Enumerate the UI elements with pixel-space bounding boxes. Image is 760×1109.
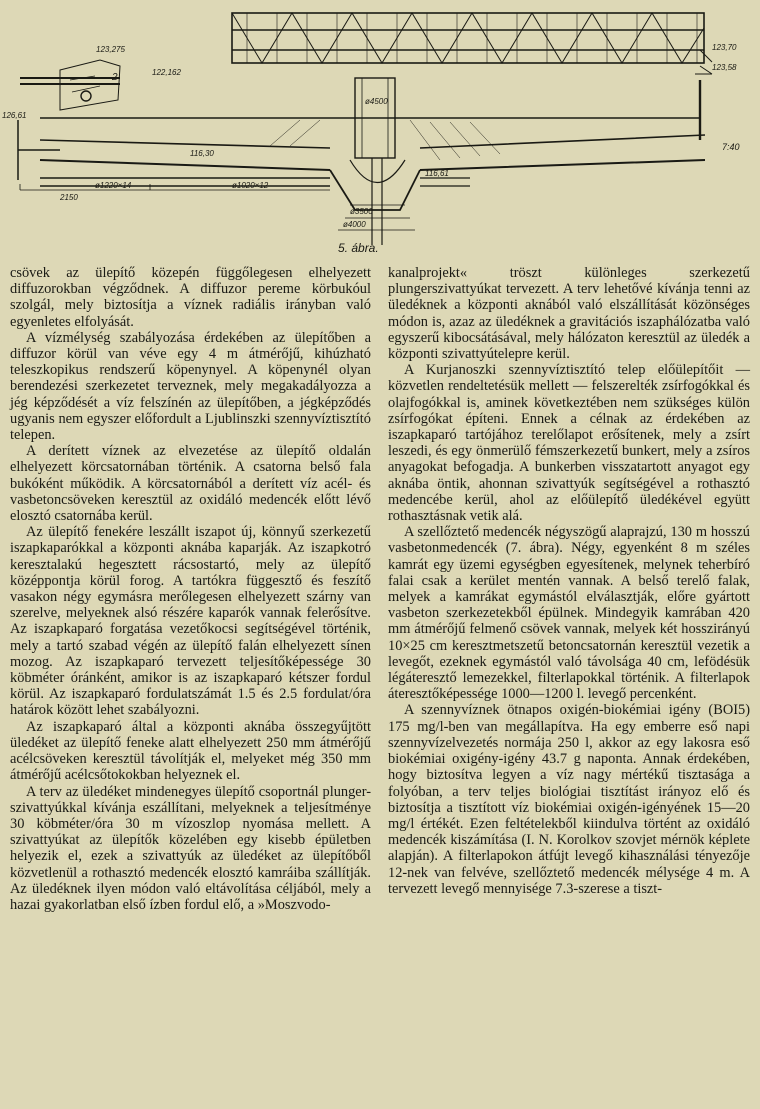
paragraph: A Kurjanoszki szennyvíztisztító telep előülepítőit — közvetlen rendeltetésük mellett — felszerelték zsírfogókkal és olajfogókkal is, aminek következtében nem szükséges külön zsírfogókat építeni. Ennek a célnak az érdekében az iszapkaparó tartójához terelőlapot erősítenek, mely a zsírt leszedi, és egy önmerülő fémszerkezetű bunkert, mely a zsíros anyagokat befogadja. A bunkerben visszatartott anyagot egy aknába öntik, ahonnan szivattyúk segítségével a rothasztó medencébe kerül, ahol az előülepítő üledékével együtt rothasztásnak vetik alá.: [388, 362, 750, 525]
dim-label: 123,70: [712, 43, 737, 52]
dim-label: ø3500: [350, 207, 373, 216]
dim-label: 2150: [60, 193, 78, 202]
paragraph: A szellőztető medencék négyszögű alaprajzú, 130 m hosszú vasbetonmedencék (7. ábra). Négy, egyenként 8 m széles kamrát egy üzemi egységben egyesítenek, melynek teherbíró falai csak a kerület mentén vannak. A belső terelő falak, melyek a kamrákat egymástól elválasztják, előre gyártott vasbeton szerkezetekből épülnek. Mindegyik kamrában 420 mm átmérőjű felmenő csövek vannak, melyek két hosszirányú 10×25 cm keresztmetszetű betoncsatornán keresztül vezetik a levegőt, ezeknek egymástól való távolsága 40 cm, lefödésük légáteresztő lemezekkel, filterlapokkal történik. A filterlapok áteresztőképessége 1000—1200 l. levegő percenként.: [388, 524, 750, 703]
paragraph: A szennyvíznek ötnapos oxigén-biokémiai igény (BOI5) 175 mg/l-ben van megállapítva. Ha egy emberre eső napi szennyvízelvezetés normája 250 l, akkor az egy lakosra eső biokémiai oxigény-igény 43.7 g naponta. Annak érdekében, hogy biztosítva legyen a víz nagy mértékű tisztasága a folyóban, a terv teljes biológiai tisztítást irányoz elő és biztosítja a tisztított víz biokémiai oxigén-igényének 15—20 mg/l értékét. Ezen feltételekből kiindulva történt az oxidáló medencék kiszámítása (I. N. Korolkov szovjet mérnök képlete alapján). A filterlapokon átfújt levegő kihasználási tényezője 12-nek van felvéve, szellőztető medencék mélysége 4 m. A tervezett levegő mennyisége 7.3-szerese a tiszt-: [388, 702, 750, 897]
right-text-column: [388, 265, 750, 897]
paragraph: A terv az üledéket mindenegyes ülepítő csoportnál plunger-szivattyúkkal kívánja eszállítani, melyeknek a teljesítménye 30 köbméter/óra 30 m vízoszlop nyomása mellett. A szivattyúkat az ülepítők közelében egy kisebb épületben helyezik el, ezek a szivattyúk az üledéket az ülepítőből közvetlenül a rothasztó medencék elosztó kamráiba szállítják. Az üledéknek ilyen módon való eltávolítása céljából, mely a hazai gyakorlatban első ízben fordul elő, a »Moszvodo-: [10, 783, 371, 913]
left-text-column: [10, 265, 371, 913]
clarifier-section-drawing: [0, 0, 760, 262]
dim-label: 123,58: [712, 63, 737, 72]
figure-caption: 5. ábra.: [338, 241, 379, 255]
paragraph: Az iszapkaparó által a központi aknába összegyűjtött üledéket az ülepítő feneke alatt elhelyezett 250 mm átmérőjű acélcsöveken keresztül távolítják el, melyeket még 350 mm átmérőjű acélcsőtokokban helyeznek el.: [10, 718, 371, 784]
paragraph: kanalprojekt« tröszt különleges szerkezetű plungerszivattyúkat tervezett. A terv lehetővé kívánja tenni az üledéknek a központi aknából való elszállítását közönséges módon is, azaz az üledéknek a gravitációs iszaphálózatba való egyszerű kibocsátásával, mely hálózaton keresztül az üledék a központi szivattyútelepre kerül.: [388, 265, 750, 363]
cross-section-figure: [0, 0, 760, 262]
paragraph: A derített víznek az elvezetése az ülepítő oldalán elhelyezett körcsatornában történik. A csatorna belső fala bukóként működik. A körcsatornából a derített víz acél- és vasbetoncsöveken keresztül az oxidáló medencék előtt lévő elosztó csatornába kerül.: [10, 443, 371, 525]
dim-label: ø4500: [365, 97, 388, 106]
dim-label: ø1020×12: [232, 181, 269, 190]
dim-label: 123,275: [96, 45, 125, 54]
dim-label: 116,61: [425, 169, 449, 178]
dim-label: 126,61: [2, 111, 27, 120]
dim-label: ø1220×14: [95, 181, 132, 190]
dim-label: ø4000: [343, 220, 366, 229]
paragraph: A vízmélység szabályozása érdekében az ülepítőben a diffuzor körül van véve egy 4 m átmérőjű, kihúzható teleszkopikus rendszerű köpenynyel. A köpenynél olyan berendezési szerkezetet terveznek, mely megakadályozza a jég képződését a víz felszínén az ülepítőben, a jégképződés ugyanis nem egyszer előfordult a Ljublinszki szennyvíztisztító telepen.: [10, 329, 371, 444]
paragraph: csövek az ülepítő közepén függőlegesen elhelyezett diffuzorokban végződnek. A diffuzor pereme körbukóul szolgál, mely biztosítja a víznek radiális irányban való egyenletes elfolyását.: [10, 265, 371, 330]
dim-label: 116,30: [190, 149, 214, 158]
dim-label: 2: [112, 72, 118, 83]
paragraph: Az ülepítő fenekére leszállt iszapot új, könnyű szerkezetű iszapkaparókkal a központi aknába kaparják. Az iszapkotró keresztalakú hegesztett rácsostartó, mely az ülepítő középpontja körül forog. A tartókra függesztő és feszítő vasakon négy egymásra merőlegesen elhelyezett szárny van szerelve, melyeknek alsó részére kaparók vannak felerősítve. Az iszapkaparó forgatása vezetőkocsi segítségével történik, mely a tartó szabad végén az ülepítő falán elhelyezett sínen mozog. Az iszapkaparó tervezett teljesítőképessége 30 köbméter óránként, amikor is az iszapkaparó kétszer fordul körül. Az iszapkaparó fordulatszámát 1.5 és 2.5 fordulat/óra határok között lehet szabályozni.: [10, 524, 371, 719]
dim-label: 122,162: [152, 68, 181, 77]
dim-label: 7:40: [722, 142, 740, 152]
